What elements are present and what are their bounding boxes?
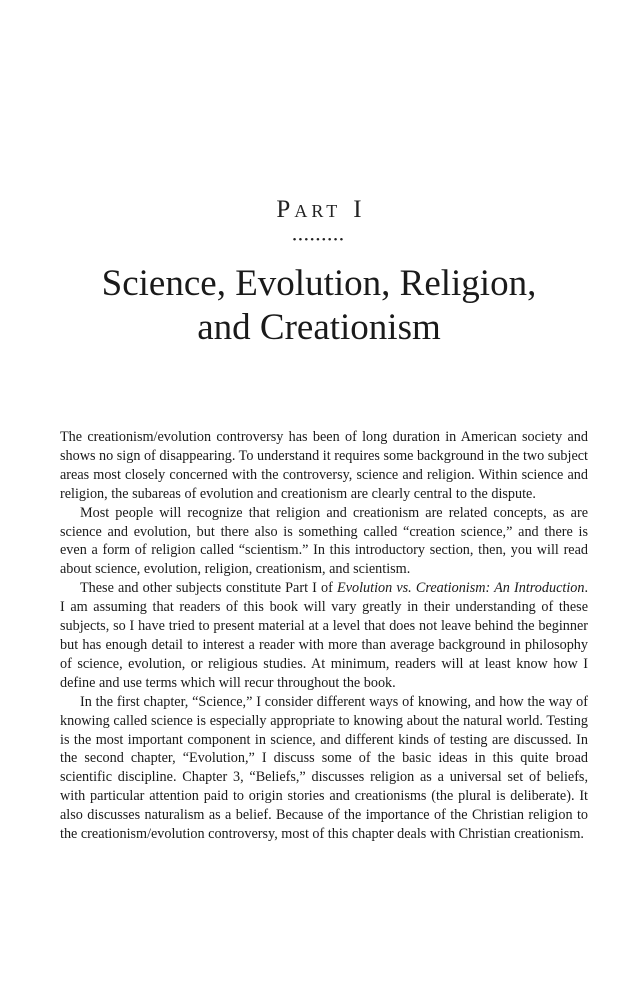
paragraph-3-start: These and other subjects constitute Part I of [80,580,338,597]
part-title-line-2: and Creationism [197,307,441,348]
paragraph-3 [60,579,588,692]
book-title-italic: Evolution vs. Creationism: An Introduction [337,580,585,597]
part-title [40,262,598,350]
body-text [60,428,588,844]
paragraph-2: Most people will recognize that religion and creationism are related concepts, as are science and evolution, but there also is something called “creation science,” and there is even a form of religion called “scientism.” In this introductory section, then, you will read about science, evolution, religion, creationism, and scientism. [60,504,588,578]
part-title-line-1: Science, Evolution, Religion, [101,263,537,304]
paragraph-4: In the first chapter, “Science,” I consider different ways of knowing, and how the way of knowing called science is especially appropriate to knowing about the natural world. Testing is the most important component in science, and different kinds of testing are discussed. In the second chapter, “Evolution,” I discuss some of the basic ideas in this quite broad scientific discipline. Chapter 3, “Beliefs,” discusses religion as a universal set of beliefs, with particular attention paid to origin stories and creationisms (the plural is deliberate). It also discusses naturalism as a belief. Because of the importance of the Christian religion to the creationism/evolution controversy, most of this chapter deals with Christian creationism. [60,693,588,843]
paragraph-1: The creationism/evolution controversy has been of long duration in American society and shows no sign of disappearing. To understand it requires some background in the two subject areas most closely concerned with the controversy, science and religion. Within science and religion, the subareas of evolution and creationism are clearly central to the dispute. [60,429,588,502]
part-numeral: I [353,196,362,223]
dotted-ornament: ••••••••• [292,234,346,246]
part-label: Part [276,196,342,223]
part-heading [0,196,638,224]
paragraph-3-end: . I am assuming that readers of this book will vary greatly in their understanding of these subjects, so I have tried to present material at a level that does not leave behind the beginner but has enough detail to interest a reader with more than average background in philosophy of science, evolution, or religious studies. At minimum, readers will at least know how I define and use terms which will recur throughout the book. [60,580,588,691]
